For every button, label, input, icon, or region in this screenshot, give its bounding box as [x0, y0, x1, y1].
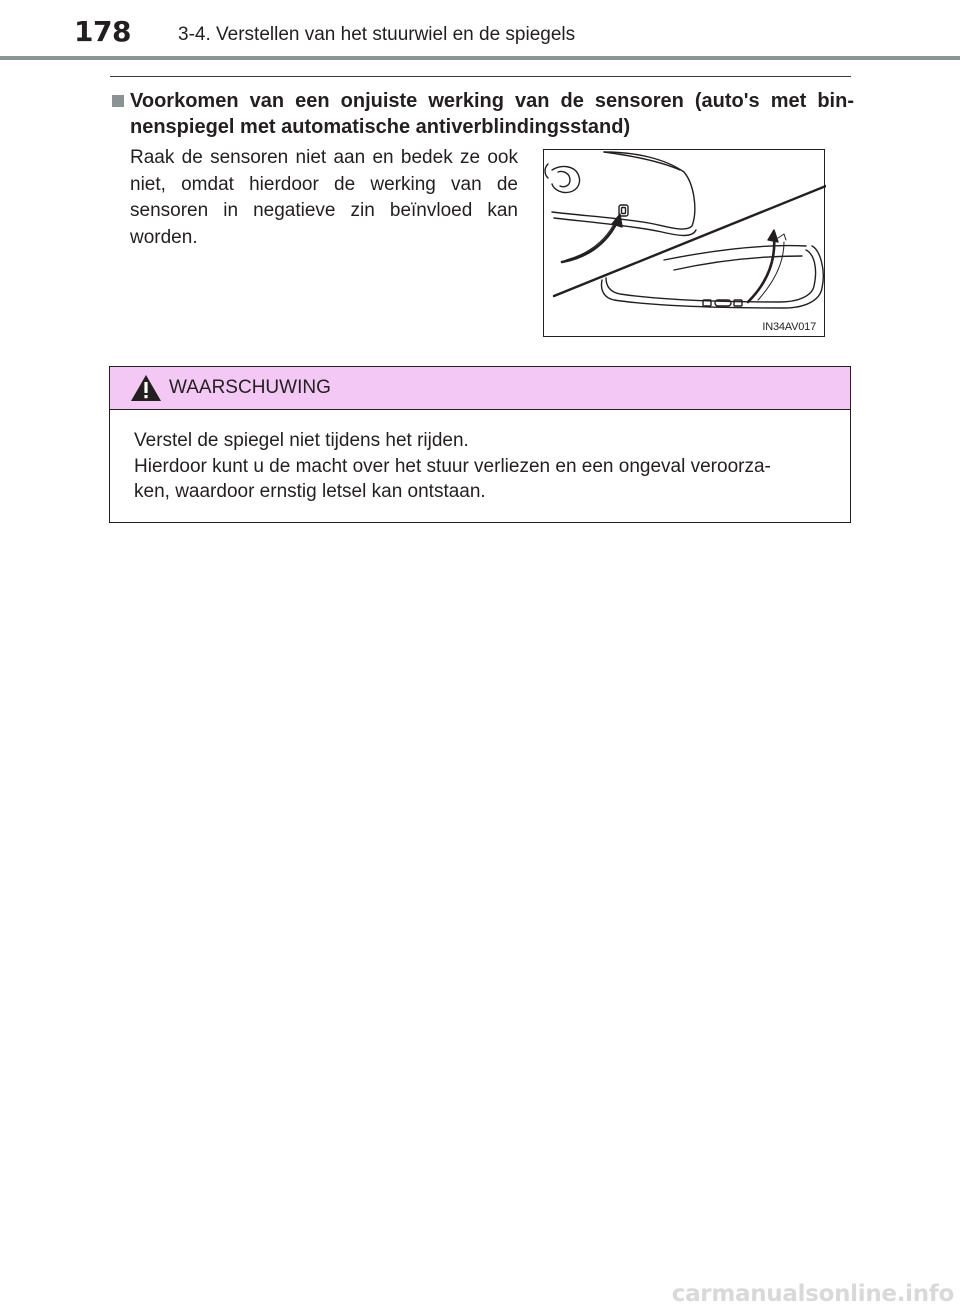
- section-heading-text: Voorkomen van een onjuiste werking van de sensoren (auto's met bin-nenspiegel met automatische antiverblindingsstand): [130, 90, 854, 138]
- warning-line: Hierdoor kunt u de macht over het stuur verliezen en een ongeval veroorza-: [134, 455, 771, 477]
- mirror-sensor-figure: [543, 149, 825, 337]
- section-divider: [110, 76, 851, 77]
- running-head: 3-4. Verstellen van het stuurwiel en de spiegels: [178, 24, 576, 45]
- warning-body: [134, 428, 844, 505]
- body-paragraph: Raak de sensoren niet aan en bedek ze ook niet, omdat hierdoor de werking van de sensoren in negatieve zin beïnvloed kan worden.: [130, 147, 518, 248]
- watermark: carmanualsonline.info: [671, 1281, 954, 1307]
- warning-triangle-icon: [130, 374, 162, 402]
- warning-header: [110, 367, 850, 410]
- rear-view-mirror-sensors-illustration: [544, 150, 826, 338]
- warning-title: WAARSCHUWING: [169, 377, 331, 398]
- page-number: 178: [74, 15, 131, 48]
- section-heading: [112, 88, 854, 140]
- warning-box: [109, 366, 851, 523]
- figure-code: IN34AV017: [762, 321, 816, 333]
- warning-line: ken, waardoor ernstig letsel kan ontstaan.: [134, 481, 486, 502]
- section-bullet-icon: [112, 95, 124, 107]
- header-rule: [0, 56, 960, 60]
- warning-line: Verstel de spiegel niet tijdens het rijden.: [134, 430, 469, 451]
